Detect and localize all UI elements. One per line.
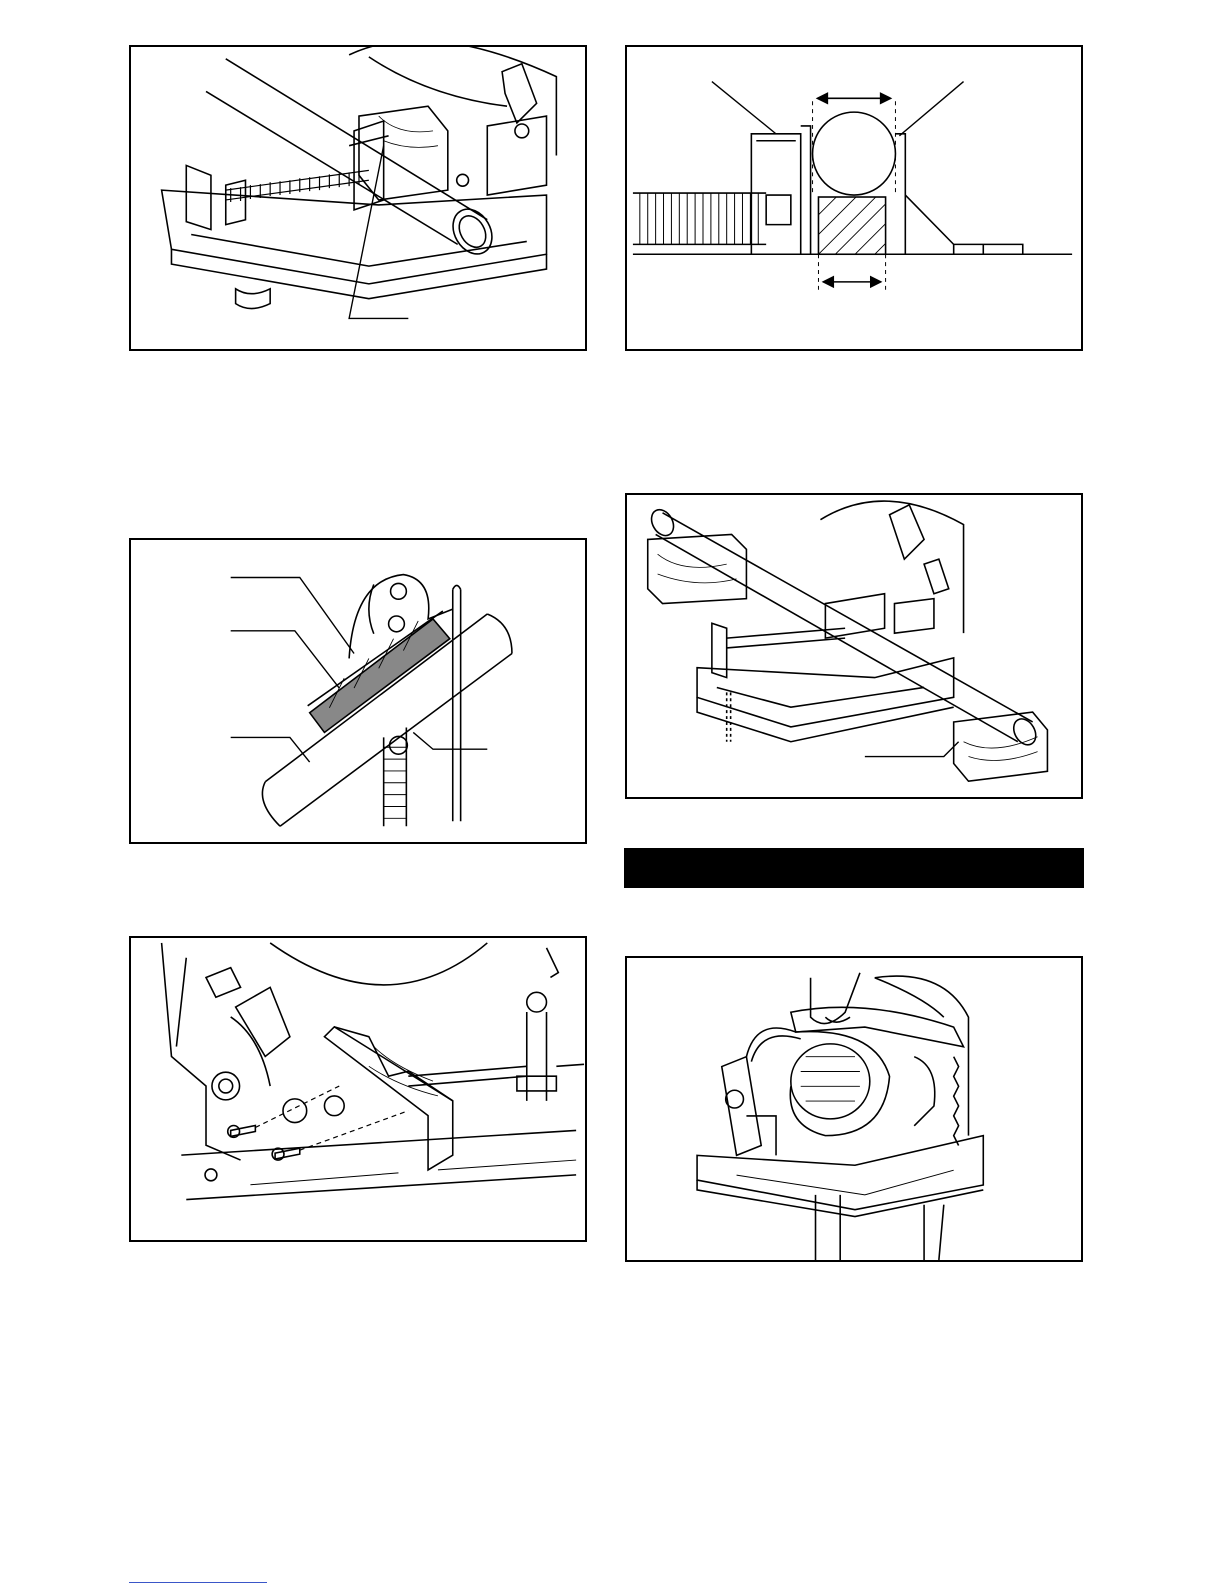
long-pipe-support-illustration	[627, 495, 1081, 797]
vise-cross-section-illustration	[627, 47, 1081, 349]
angled-pipe-illustration	[131, 540, 585, 842]
pipe-in-vise-illustration	[131, 47, 585, 349]
spacer-mounting-illustration	[131, 938, 585, 1240]
section-heading-bar	[624, 848, 1084, 888]
figure-vise-cross-section	[625, 45, 1083, 351]
footer-rule	[129, 1582, 267, 1583]
figure-carrying-tool	[625, 956, 1083, 1262]
figure-long-pipe-support	[625, 493, 1083, 799]
figure-angled-pipe-spacer	[129, 538, 587, 844]
carrying-tool-illustration	[627, 958, 1081, 1260]
figure-spacer-mounting	[129, 936, 587, 1242]
figure-pipe-in-vise	[129, 45, 587, 351]
